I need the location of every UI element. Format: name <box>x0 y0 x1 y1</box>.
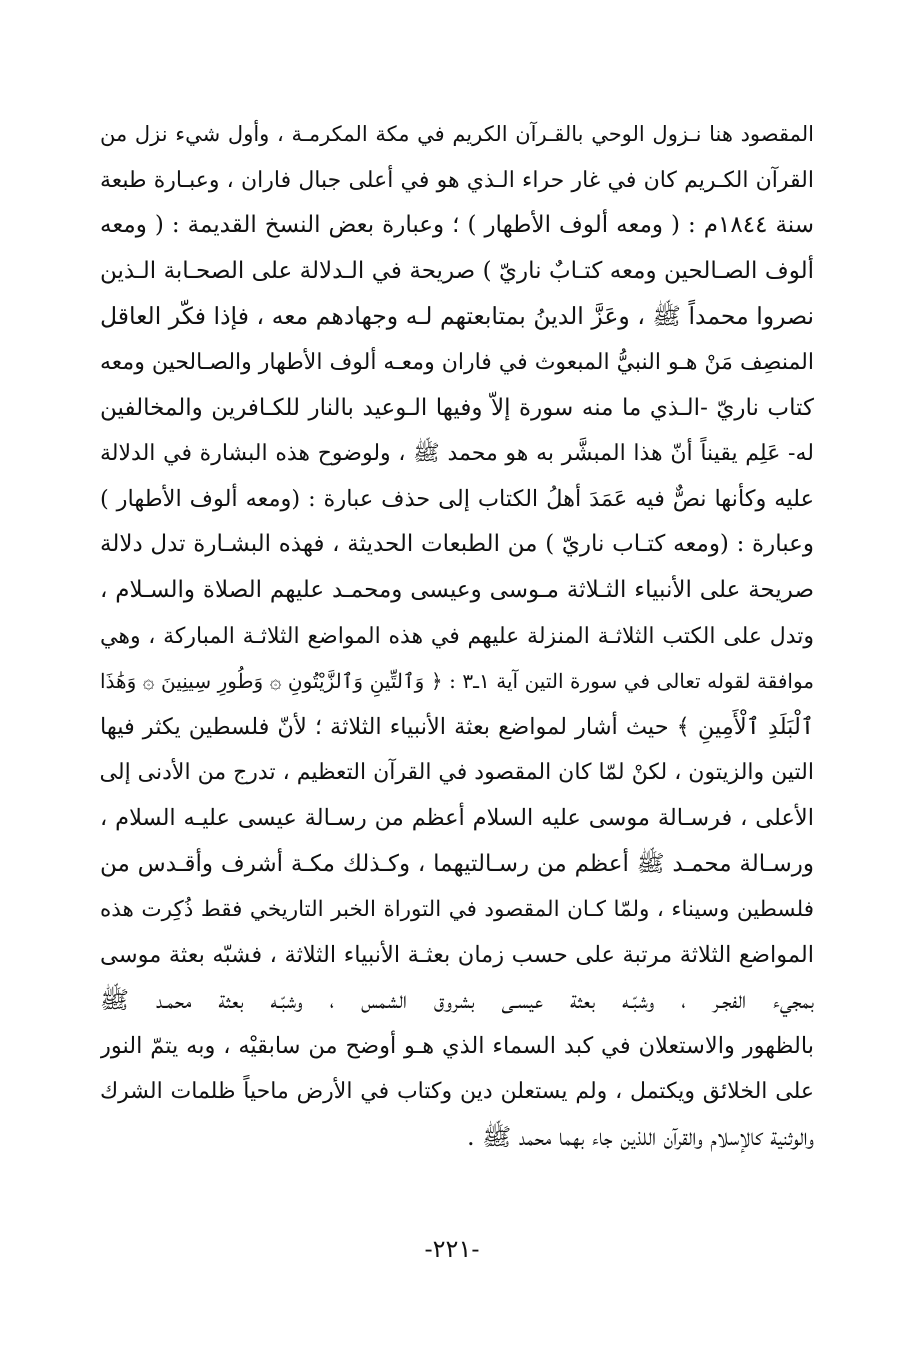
text-line: سنة ١٨٤٤م : ( ومعه ألوف الأطهار ) ؛ وعبارة بعض النسخ القديمة : ( ومعه <box>100 212 814 239</box>
text-line: ورسـالة محمـد ﷺ أعظم من رسـالتيهما ، وكـذلك مكـة أشرف وأقـدس من <box>100 850 814 877</box>
text-line: ألوف الصـالحين ومعه كتـابٌ ناريّ ) صريحة في الـدلالة على الصحـابة الـذين <box>100 257 814 284</box>
text-line: عليه وكأنها نصٌّ فيه عَمَدَ أهلُ الكتاب إلى حذف عبارة : (ومعه ألوف الأطهار ) <box>100 485 814 512</box>
body-text <box>100 112 814 1161</box>
text-line: بمجيء الفجـر ، وشبّـه بعثة عيسـى بشروق الشمس ، وشبّـه بعثة محمـد ﷺ <box>100 986 814 1015</box>
text-line: الأعلى ، فرسـالة موسى عليه السلام أعظم من رسـالة عيسى عليـه السلام ، <box>100 804 814 831</box>
page-number: -٢٢١- <box>424 1235 480 1263</box>
text-line: المواضع الثلاثة مرتبة على حسب زمان بعثـة الأنبياء الثلاثة ، فشبّه بعثة موسى <box>100 941 814 968</box>
text-line: التين والزيتون ، لكنْ لمّا كان المقصود في القرآن التعظيم ، تدرج من الأدنى إلى <box>100 760 814 786</box>
text-line: نصروا محمداً ﷺ ، وعَزَّ الدينُ بمتابعتهم لـه وجهادهم معه ، فإذا فكّر العاقل <box>100 302 814 331</box>
text-line: فلسطين وسيناء ، ولمّا كـان المقصود في التوراة الخبر التاريخي فقط ذُكِرت هذه <box>100 897 814 923</box>
text-line: المقصود هنا نـزول الوحي بالقـرآن الكريم في مكة المكرمـة ، وأول شيء نزل من <box>100 122 814 146</box>
text-line: وتدل على الكتب الثلاثـة المنزلة عليهم في هذه المواضع الثلاثـة المباركة ، وهي <box>100 623 814 649</box>
text-line: وعبارة : (ومعه كتـاب ناريّ ) من الطبعات الحديثة ، فهذه البشـارة تدل دلالة <box>100 531 814 558</box>
text-line: والوثنية كالإسلام والقرآن اللذين جاء بهما محمد ﷺ . <box>466 1123 814 1152</box>
text-line: ٱلْبَلَدِ ٱلْأَمِينِ ﴾ حيث أشار لمواضع بعثة الأنبياء الثلاثة ؛ لأنّ فلسطين يكثر فيها <box>100 713 814 740</box>
text-line: صريحة على الأنبياء الثـلاثة مـوسى وعيسى ومحمـد عليهم الصلاة والسـلام ، <box>100 576 814 603</box>
text-line: القرآن الكـريم كان في غار حراء الـذي هو في أعلى جبال فاران ، وعبـارة طبعة <box>100 167 814 193</box>
text-line: على الخلائق ويكتمل ، ولم يستعلن دين وكتاب في الأرض ماحياً ظلمات الشرك <box>100 1079 814 1105</box>
text-line: بالظهور والاستعلان في كبد السماء الذي هـو أوضح من سابقيْه ، وبه يتمّ النور <box>100 1032 814 1059</box>
text-line: المنصِف مَنْ هـو النبيُّ المبعوث في فاران ومعـه ألوف الأطهار والصـالحين ومعه <box>100 349 814 375</box>
text-line: موافقة لقوله تعالى في سورة التين آية ١ـ٣ : ﴿ وَٱلتِّينِ وَٱلزَّيْتُونِ ۞ وَطُورِ سِينِينَ ۞ وَهَٰذَا <box>100 669 814 694</box>
text-line: له- عَلِم يقيناً أنّ هذا المبشَّر به هو محمد ﷺ ، ولوضوح هذه البشارة في الدلالة <box>100 441 814 467</box>
text-line: كتاب ناريّ -الـذي ما منه سورة إلاّ وفيها الـوعيد بالنار للكـافرين والمخالفين <box>100 394 814 421</box>
